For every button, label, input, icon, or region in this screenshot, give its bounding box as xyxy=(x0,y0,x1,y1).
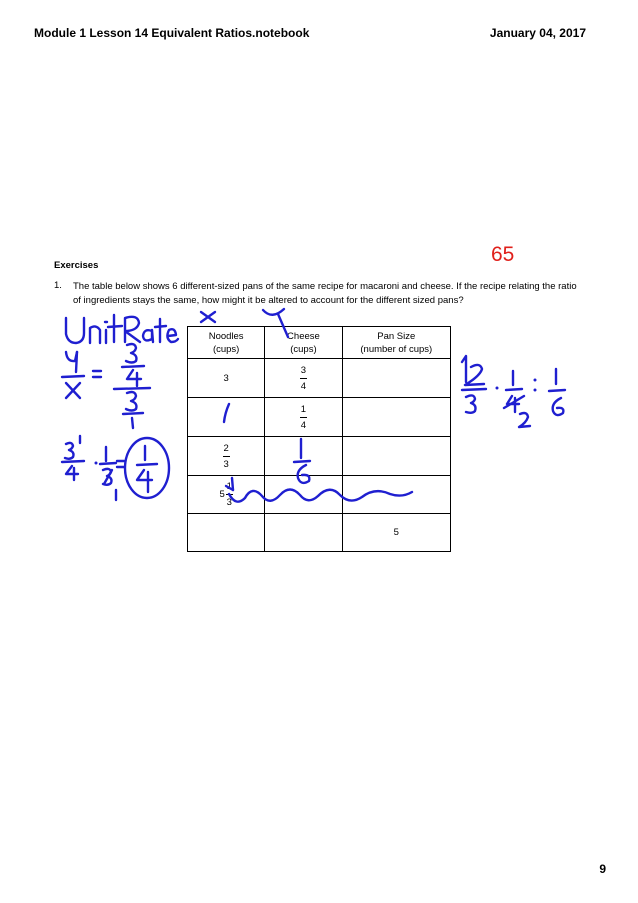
noodles-cell: 5 $\frac{1}{3}$ xyxy=(188,476,265,514)
header-noodles: Noodles (cups) xyxy=(188,327,265,359)
document-date: January 04, 2017 xyxy=(489,26,586,40)
handwritten-table-entries xyxy=(224,404,412,502)
handwritten-right-calculation xyxy=(462,356,565,427)
cheese-cell: $\frac{3}{4}$ xyxy=(265,359,342,398)
pan-size-cell: 5 xyxy=(342,514,450,552)
header-cheese: Cheese (cups) xyxy=(265,327,342,359)
handwritten-multiplication xyxy=(62,436,169,500)
annotation-number: 65 xyxy=(491,243,515,266)
exercise-prompt: The table below shows 6 different-sized pans of the same recipe for macaroni and cheese. If the recipe relating the ratio of ingredients stays the same, how might it be altered to account for the different sized pans? xyxy=(73,281,577,306)
cheese-cell: $\frac{1}{4}$ xyxy=(265,398,342,437)
noodles-cell: 3 xyxy=(188,359,265,398)
handwritten-column-labels xyxy=(201,309,288,337)
page-number: 9 xyxy=(599,862,606,876)
header-pan-size: Pan Size (number of cups) xyxy=(342,327,450,359)
handwritten-ratio-equation xyxy=(62,344,150,428)
exercise-number: 1. xyxy=(54,280,62,291)
exercises-heading: Exercises xyxy=(54,260,99,271)
document-title: Module 1 Lesson 14 Equivalent Ratios.notebook xyxy=(34,26,310,40)
noodles-cell: $\frac{2}{3}$ xyxy=(188,437,265,476)
handwritten-unit-rate xyxy=(66,315,178,343)
